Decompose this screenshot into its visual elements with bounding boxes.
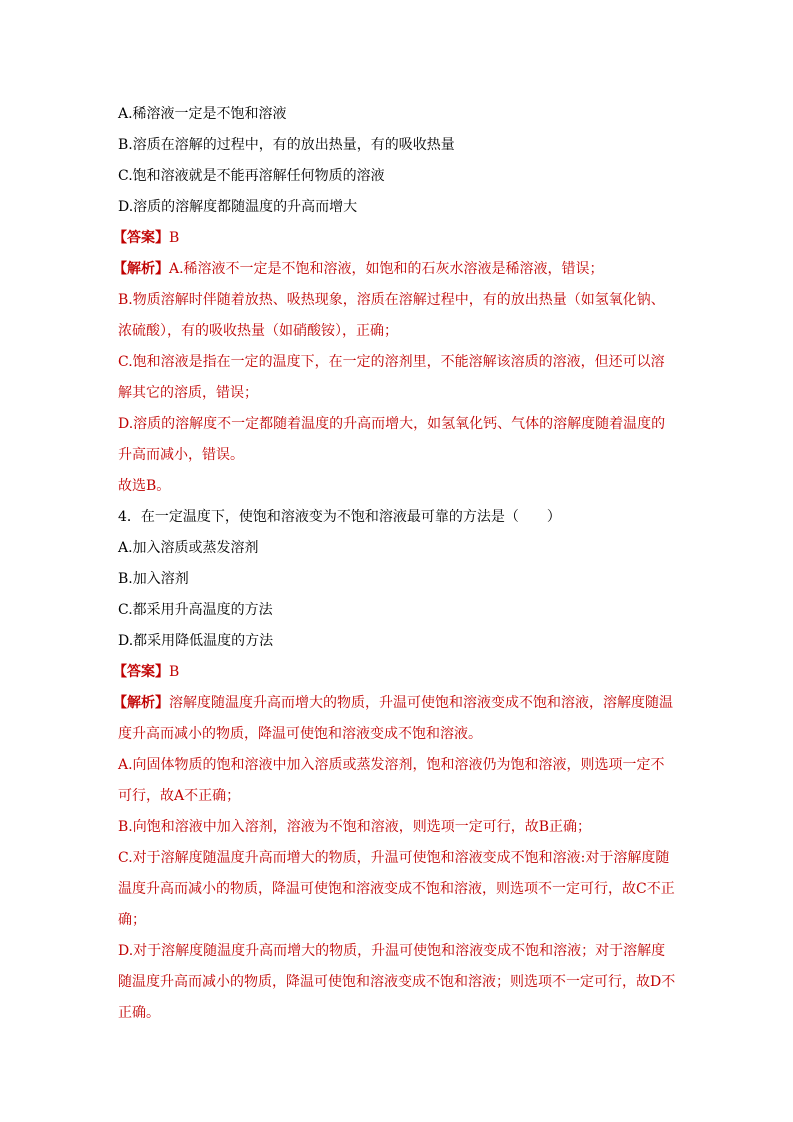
q4-analysis-label: 【解析】 [113,695,169,711]
q4-analysis-first: 溶解度随温度升高而增大的物质，升温可使饱和溶液变成不饱和溶液，溶解度随温度升高而减小的物质，降温可使饱和溶液变成不饱和溶液。 [118,695,673,742]
q4-analysis [113,688,678,750]
q4-option-b: B.加入溶剂 [118,571,189,587]
q4-analysis-b: B.向饱和溶液中加入溶剂，溶液为不饱和溶液，则选项一定可行，故B正确； [118,819,592,835]
document-page [113,99,678,1029]
q4-analysis-d: D.对于溶解度随温度升高而增大的物质，升温可使饱和溶液变成不饱和溶液；对于溶解度随温度升高而减小的物质，降温可使饱和溶液变成不饱和溶液；则选项不一定可行，故D不正确。 [118,943,676,1021]
q3-option-c: C.饱和溶液就是不能再溶解任何物质的溶液 [118,168,385,184]
q4-answer-label: 【答案】 [113,664,169,680]
q4-answer [113,657,678,688]
q3-option-a: A.稀溶液一定是不饱和溶液 [118,106,287,122]
q4-answer-value: B [169,664,180,680]
q4-stem: 4．在一定温度下，使饱和溶液变为不饱和溶液最可靠的方法是（ ） [118,509,561,525]
q3-option-b: B.溶质在溶解的过程中，有的放出热量，有的吸收热量 [118,137,455,153]
q3-conclusion: 故选B。 [118,478,171,494]
q3-answer-value: B [169,230,180,246]
q3-option-d: D.溶质的溶解度都随温度的升高而增大 [118,199,358,215]
q3-answer [113,223,678,254]
q3-analysis-label: 【解析】 [113,261,169,277]
q3-answer-label: 【答案】 [113,230,169,246]
q3-analysis-b: B.物质溶解时伴随着放热、吸热现象，溶质在溶解过程中，有的放出热量（如氢氧化钠、浓硫酸），有的吸收热量（如硝酸铵），正确； [118,292,665,339]
q3-analysis [113,254,678,285]
q3-analysis-c: C.饱和溶液是指在一定的温度下，在一定的溶剂里，不能溶解该溶质的溶液，但还可以溶解其它的溶质，错误； [118,354,665,401]
q4-option-a: A.加入溶质或蒸发溶剂 [118,540,259,556]
q3-analysis-d: D.溶质的溶解度不一定都随着温度的升高而增大，如氢氧化钙、气体的溶解度随着温度的升高而减小，错误。 [118,416,666,463]
q4-analysis-a: A.向固体物质的饱和溶液中加入溶质或蒸发溶剂，饱和溶液仍为饱和溶液，则选项一定不可行，故A不正确； [118,757,665,804]
q4-analysis-c: C.对于溶解度随温度升高而增大的物质，升温可使饱和溶液变成不饱和溶液:对于溶解度随温度升高而减小的物质，降温可使饱和溶液变成不饱和溶液，则选项不一定可行，故C不正确； [118,850,675,928]
q4-option-d: D.都采用降低温度的方法 [118,633,274,649]
q4-option-c: C.都采用升高温度的方法 [118,602,273,618]
q3-analysis-first: A.稀溶液不一定是不饱和溶液，如饱和的石灰水溶液是稀溶液，错误； [169,261,604,277]
